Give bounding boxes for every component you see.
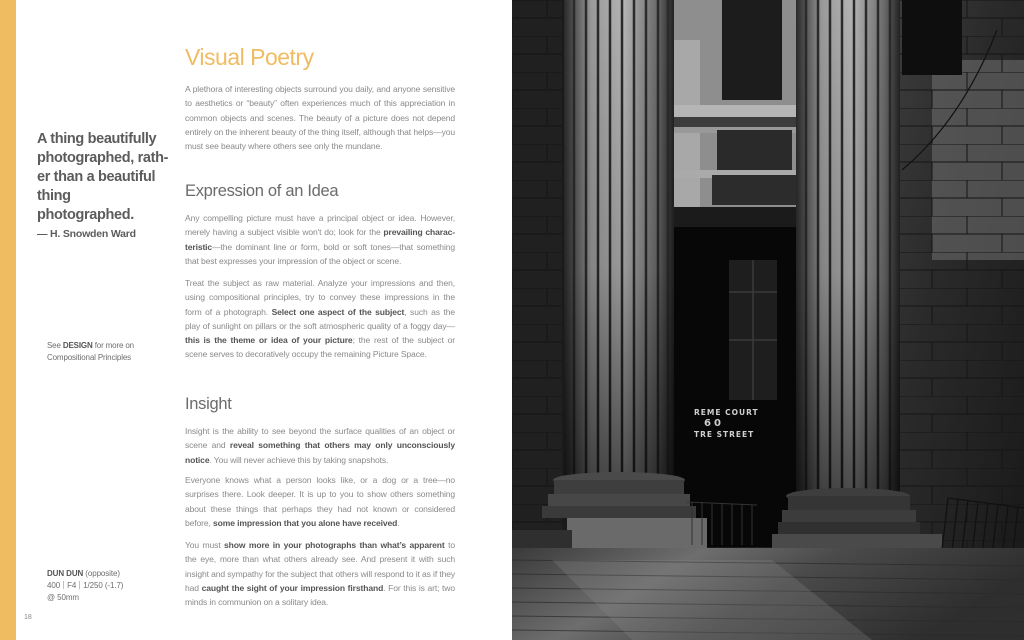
emphasis-run: caught the sight of your impression firsthand [201,582,384,593]
pull-quote: A thing beautifully photographed, rath-er than a beautiful thing photographed. [37,131,169,223]
article-title: Visual Poetry [185,44,314,70]
section-heading-expression: Expression of an Idea [185,182,339,200]
photo-illustration [512,0,1024,640]
paragraph [185,473,455,530]
text-run: Any compelling picture must have a principal object or idea. However, merely having a subject visible won't do; look for the [185,213,455,238]
side-note-cross-reference [47,340,157,364]
emphasis-run: show more in your photographs than what’s apparent [224,540,445,550]
side-note-link[interactable]: DESIGN [62,341,93,350]
accent-strip [0,0,16,640]
caption-focal-length: @ 50mm [47,593,79,602]
text-run: ; the rest of the subject or scene serves to decoratively occupy the remaining Picture Space. [185,335,455,360]
text-run: —the dominant line or form, bold or soft tones—that something that best expresses your impression of the object or scene. [185,241,455,266]
paragraph [185,424,455,467]
caption-separator [79,581,80,589]
emphasis-run: some impression that you alone have received [213,517,398,528]
caption-title: DUN DUN [47,569,84,578]
door-sign-line-1: REME COURT [694,408,759,417]
text-run: , such as the play of sunlight on pillars or the soft atmospheric quality of a foggy day— [185,306,455,331]
caption-title-note: (opposite) [83,569,120,578]
paragraph [185,538,455,609]
text-run: Insight is the ability to see beyond the surface qualities of an object or scene and [185,426,455,451]
caption-separator [63,581,64,589]
page-number: 18 [24,614,32,621]
emphasis-run: reveal something that others may only unconsciously notice [185,440,455,465]
text-run: . For this is art; two minds in communion on a solitary idea. [185,582,455,608]
text-run: to the eye, more than what others already see. And present it with such insight and sympathy for the subject that others will respond to it as if they had [185,540,455,593]
side-note-suffix: for more on Compositional Principles [47,341,134,362]
caption-exposure-line [47,580,157,592]
text-run: Treat the subject as raw material. Analyze your impressions and then, using compositional principles, try to convey these impressions in the form of a photograph. [185,278,455,317]
text-run: You must [185,540,225,550]
emphasis-run: prevailing charac-teristic [185,227,455,252]
caption-shutter: 1/250 (-1.7) [83,581,124,590]
caption-aperture: F4 [67,581,77,590]
emphasis-run: Select one aspect of the subject [271,306,405,317]
text-run: . You will never achieve this by taking snapshots. [209,454,389,465]
paragraph [185,276,455,362]
side-note-prefix: See [47,341,63,350]
caption-title-line [47,568,157,580]
photo-caption [47,568,157,604]
paragraph [185,211,455,268]
door-sign-line-3: TRE STREET [694,430,755,439]
photograph-courthouse-columns [512,0,1024,640]
door-sign-line-2: 60 [704,418,724,429]
text-run: . [397,517,400,528]
section-heading-insight: Insight [185,395,232,413]
text-run: Everyone knows what a person looks like, or a dog or a tree—no surprises there. Look deeper. It is up to you to show others something about these things that perhaps they had not known or considered before, [185,475,455,528]
caption-iso: 400 [47,581,61,590]
pull-quote-attribution: — H. Snowden Ward [37,228,136,240]
emphasis-run: this is the theme or idea of your picture [185,335,353,346]
intro-paragraph: A plethora of interesting objects surround you daily, and anyone sensitive to aesthetics or “beauty” often experiences much of this appreciation in common objects and scenes. The beauty of a picture does not depend entirely on the inherent beauty of the thing itself, although that helps—you must see beauty where others see only the mundane. [185,84,455,152]
